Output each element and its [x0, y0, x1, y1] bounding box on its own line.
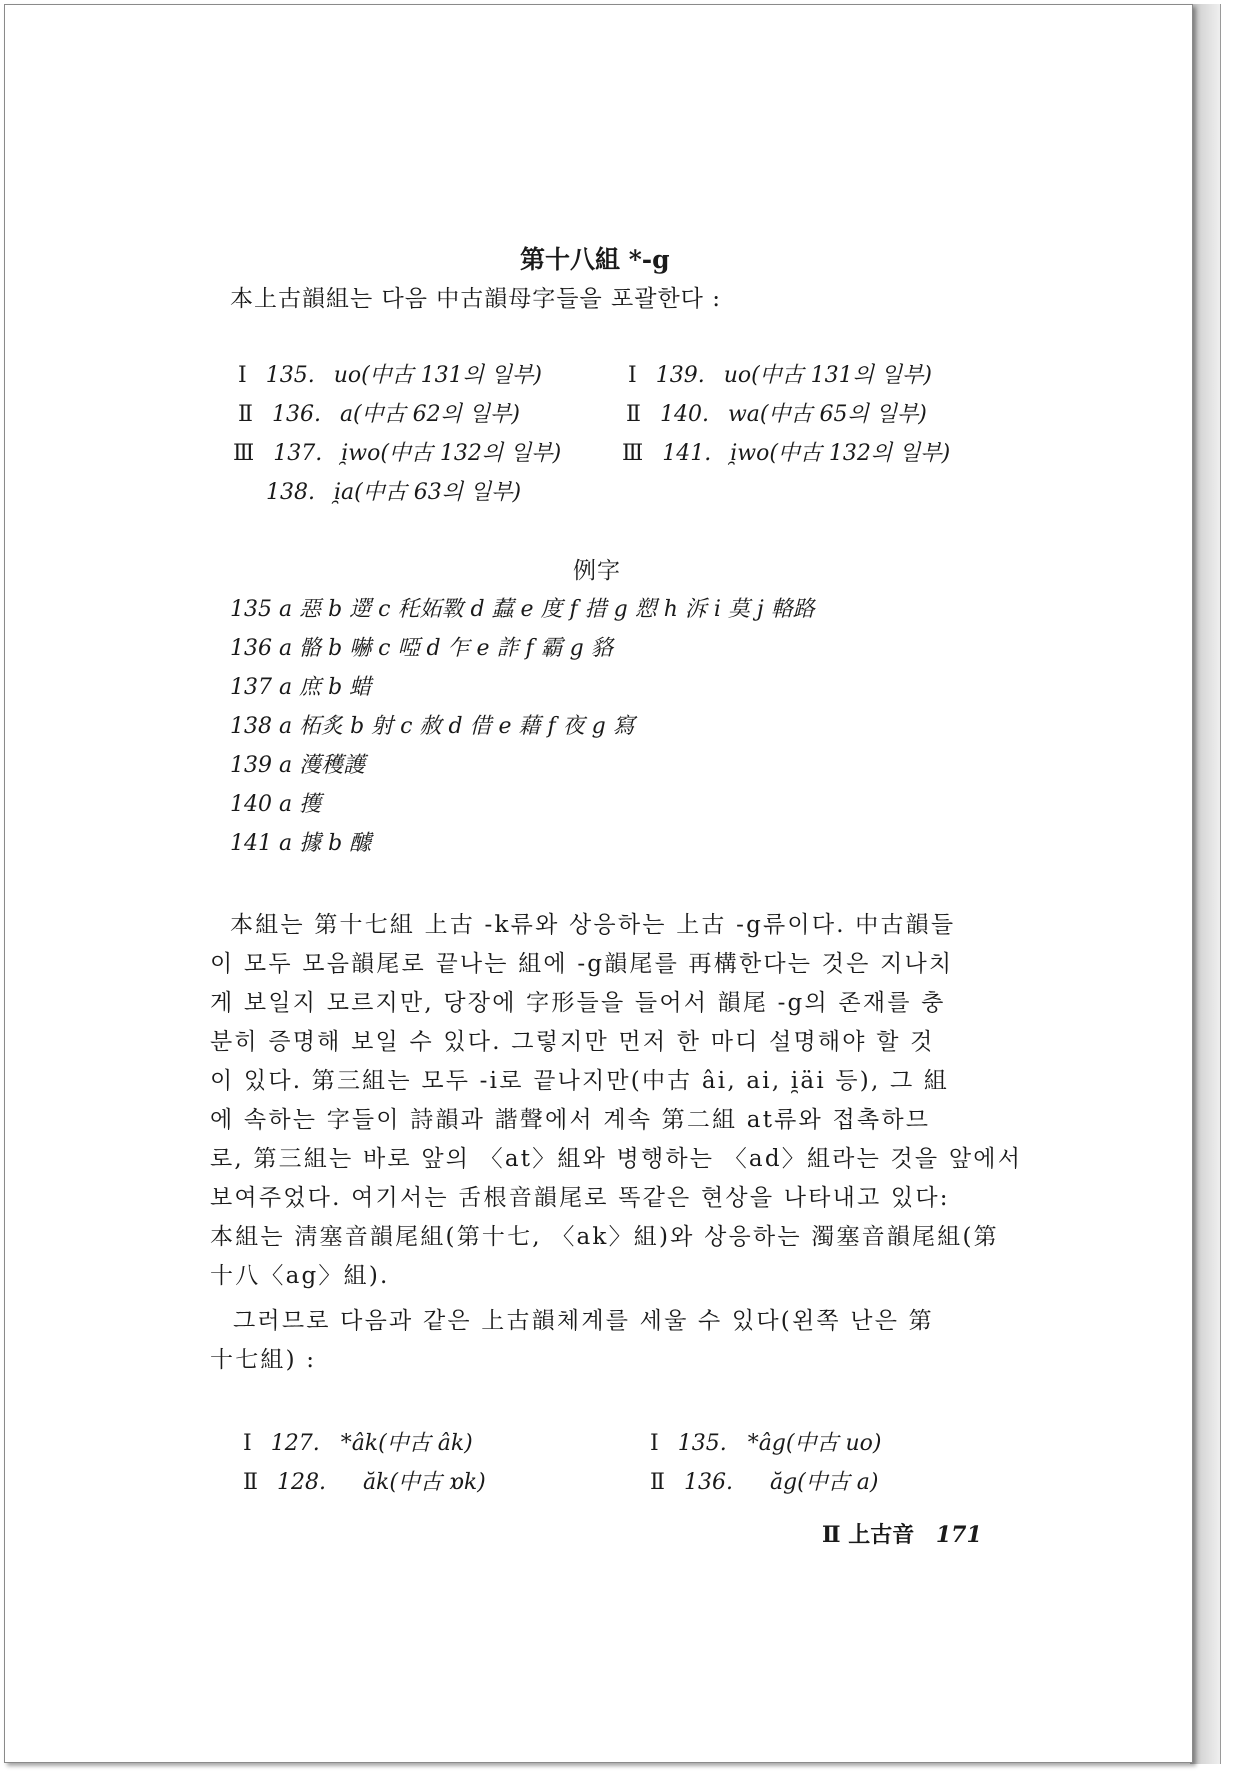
paragraph-line: 게 보일지 모르지만, 당장에 字形들을 들어서 韻尾 -g의 존재를 충	[210, 990, 946, 1016]
example-line: 138 a 柘炙 b 射 c 赦 d 借 e 藉 f 夜 g 寫	[230, 714, 635, 739]
paragraph-line: 그러므로 다음과 같은 上古韻체계를 세울 수 있다(왼쪽 난은 第	[233, 1308, 934, 1334]
page-number: 171	[935, 1522, 982, 1548]
group-id: 137.	[273, 441, 323, 466]
example-line: 137 a 庶 b 蜡	[230, 675, 372, 700]
group-entry	[233, 436, 561, 467]
system-id: 135.	[677, 1431, 727, 1456]
page-edge	[1190, 4, 1221, 1764]
section-intro: 本上古韻組는 다음 中古韻母字들을 포괄한다 :	[230, 286, 721, 312]
group-id: 141.	[662, 441, 712, 466]
group-id: 139.	[655, 363, 705, 388]
group-id: 140.	[659, 402, 709, 427]
paragraph-line: 분히 증명해 보일 수 있다. 그렇지만 먼저 한 마디 설명해야 할 것	[210, 1029, 935, 1055]
example-line: 136 a 骼 b 嚇 c 啞 d 乍 e 詐 f 霸 g 貉	[230, 636, 613, 661]
paragraph-line: 이 있다. 第三組는 모두 -i로 끝나지만(中古 âi, ai, i̯äi 등), 그 組	[210, 1068, 950, 1094]
system-entry	[243, 1426, 473, 1457]
system-value: *âk(中古 âk)	[340, 1431, 473, 1456]
group-value: a(中古 62의 일부)	[339, 402, 520, 427]
group-value: i̯a(中古 63의 일부)	[333, 480, 522, 505]
group-id: 138.	[266, 480, 315, 505]
paragraph-line: 十八〈ag〉組).	[210, 1263, 390, 1289]
group-entry	[238, 397, 520, 428]
group-number: Ⅰ	[238, 363, 247, 388]
system-value: ăk(中古 ɒk)	[362, 1470, 486, 1495]
group-entry	[628, 358, 932, 389]
system-id: 128.	[276, 1470, 326, 1495]
paragraph-line: 本組는 第十七組 上古 -k류와 상응하는 上古 -g류이다. 中古韻들	[230, 912, 956, 938]
group-value: i̯wo(中古 132의 일부)	[341, 441, 562, 466]
group-entry	[266, 475, 521, 506]
examples-heading: 例字	[573, 558, 621, 584]
system-id: 136.	[683, 1470, 733, 1495]
group-number: Ⅰ	[628, 363, 637, 388]
system-id: 127.	[270, 1431, 320, 1456]
example-line: 135 a 惡 b 遻 c 秅妬斁 d 蠚 e 度 f 措 g 愬 h 泝 i 莫 j 輅路	[230, 597, 815, 622]
section-title: 第十八組 *-g	[520, 245, 670, 274]
group-value: wa(中古 65의 일부)	[727, 402, 927, 427]
system-value: ăg(中古 a)	[769, 1470, 879, 1495]
group-number: Ⅱ	[238, 402, 253, 427]
paragraph-line: 에 속하는 字들이 詩韻과 諧聲에서 계속 第二組 at류와 접촉하므	[210, 1107, 931, 1133]
chapter-label: Ⅱ 上古音	[822, 1522, 915, 1548]
system-entry	[650, 1465, 878, 1496]
system-number: Ⅱ	[243, 1470, 258, 1495]
group-number: Ⅱ	[626, 402, 641, 427]
example-line: 139 a 濩穫護	[230, 753, 366, 778]
group-entry	[238, 358, 542, 389]
group-value: i̯wo(中古 132의 일부)	[730, 441, 951, 466]
running-footer	[822, 1518, 982, 1549]
group-id: 135.	[265, 363, 315, 388]
paragraph-line: 十七組) :	[210, 1347, 317, 1373]
paragraph-line: 로, 第三組는 바로 앞의 〈at〉組와 병행하는 〈ad〉組라는 것을 앞에서	[210, 1146, 1023, 1172]
group-entry	[622, 436, 950, 467]
system-entry	[650, 1426, 881, 1457]
system-number: Ⅰ	[650, 1431, 659, 1456]
system-number: Ⅰ	[243, 1431, 252, 1456]
group-entry	[626, 397, 927, 428]
group-value: uo(中古 131의 일부)	[723, 363, 933, 388]
system-value: *âg(中古 uo)	[747, 1431, 882, 1456]
system-number: Ⅱ	[650, 1470, 665, 1495]
group-number: Ⅲ	[233, 441, 255, 466]
example-line: 141 a 據 b 醵	[230, 831, 372, 856]
system-entry	[243, 1465, 486, 1496]
group-value: uo(中古 131의 일부)	[333, 363, 543, 388]
paragraph-line: 이 모두 모음韻尾로 끝나는 組에 -g韻尾를 再構한다는 것은 지나치	[210, 951, 954, 977]
paragraph-line: 보여주었다. 여기서는 舌根音韻尾로 똑같은 현상을 나타내고 있다:	[210, 1185, 950, 1211]
group-id: 136.	[271, 402, 321, 427]
paragraph-line: 本組는 淸塞音韻尾組(第十七, 〈ak〉組)와 상응하는 濁塞音韻尾組(第	[210, 1224, 999, 1250]
example-line: 140 a 擭	[230, 792, 322, 817]
group-number: Ⅲ	[622, 441, 644, 466]
